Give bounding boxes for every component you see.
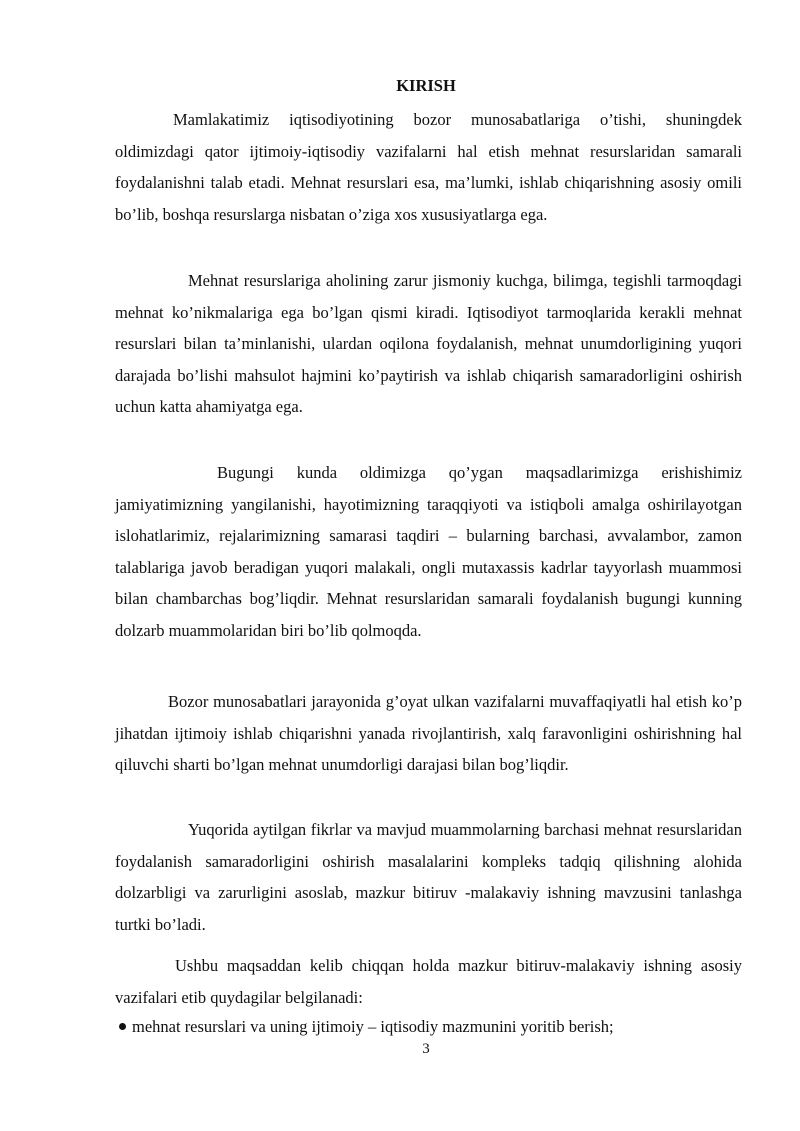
- paragraph-6: Ushbu maqsaddan kelib chiqqan holda mazkur bitiruv-malakaviy ishning asosiy vazifalari etib quydagilar belgilanadi:: [115, 956, 742, 1007]
- paragraph-4: Bozor munosabatlari jarayonida g’oyat ulkan vazifalarni muvaffaqiyatli hal etish ko’p jihatdan ijtimoiy ishlab chiqarishni yanada rivojlantirish, xalq faravonligini oshirishning hal qiluvchi sharti bo’lgan mehnat unumdorligi darajasi bilan bog’liqdir.: [115, 692, 742, 774]
- paragraph-1: Mamlakatimiz iqtisodiyotining bozor munosabatlariga o’tishi, shuningdek oldimizdagi qator ijtimoiy-iqtisodiy vazifalarni hal etish mehnat resurslaridan samarali foydalanishni talab etadi. Mehnat resurslari esa, ma’lumki, ishlab chiqarishning asosiy omili bo’lib, boshqa resurslarga nisbatan o’ziga xos xususiyatlarga ega.: [115, 110, 742, 224]
- paragraph-2: Mehnat resurslariga aholining zarur jismoniy kuchga, bilimga, tegishli tarmoqdagi mehnat ko’nikmalariga ega bo’lgan qismi kiradi. Iqtisodiyot tarmoqlarida kerakli mehnat resurslari bilan ta’minlanishi, ulardan oqilona foydalanish, mehnat unumdorligining yuqori darajada bo’lishi mahsulot hajmini ko’paytirish va ishlab chiqarish samaradorligini oshirish uchun katta ahamiyatga ega.: [115, 271, 742, 416]
- bullet-item: [119, 1011, 759, 1043]
- bullet-dot-icon: [119, 1023, 126, 1030]
- page-number: 3: [422, 1041, 430, 1057]
- bullet-text: mehnat resurslari va uning ijtimoiy – iqtisodiy mazmunini yoritib berish;: [132, 1017, 614, 1036]
- paragraph-3: Bugungi kunda oldimizga qo’ygan maqsadlarimizga erishishimiz jamiyatimizning yangilanishi, hayotimizning taraqqiyoti va istiqboli amalga oshirilayotgan islohatlarimiz, rejalarimizning samarasi taqdiri – bularning barchasi, avvalambor, zamon talablariga javob beradigan yuqori malakali, ongli mutaxassis kadrlar tayyorlash muammosi bilan chambarchas bog’liqdir. Mehnat resurslaridan samarali foydalanish bugungi kunning dolzarb muammolaridan biri bo’lib qolmoqda.: [115, 463, 742, 640]
- section-title: KIRISH: [396, 76, 456, 95]
- paragraph-5: Yuqorida aytilgan fikrlar va mavjud muammolarning barchasi mehnat resurslaridan foydalanish samaradorligini oshirish masalalarini kompleks tadqiq qilishning alohida dolzarbligi va zarurligini asoslab, mazkur bitiruv -malakaviy ishning mavzusini tanlashga turtki bo’ladi.: [115, 820, 742, 934]
